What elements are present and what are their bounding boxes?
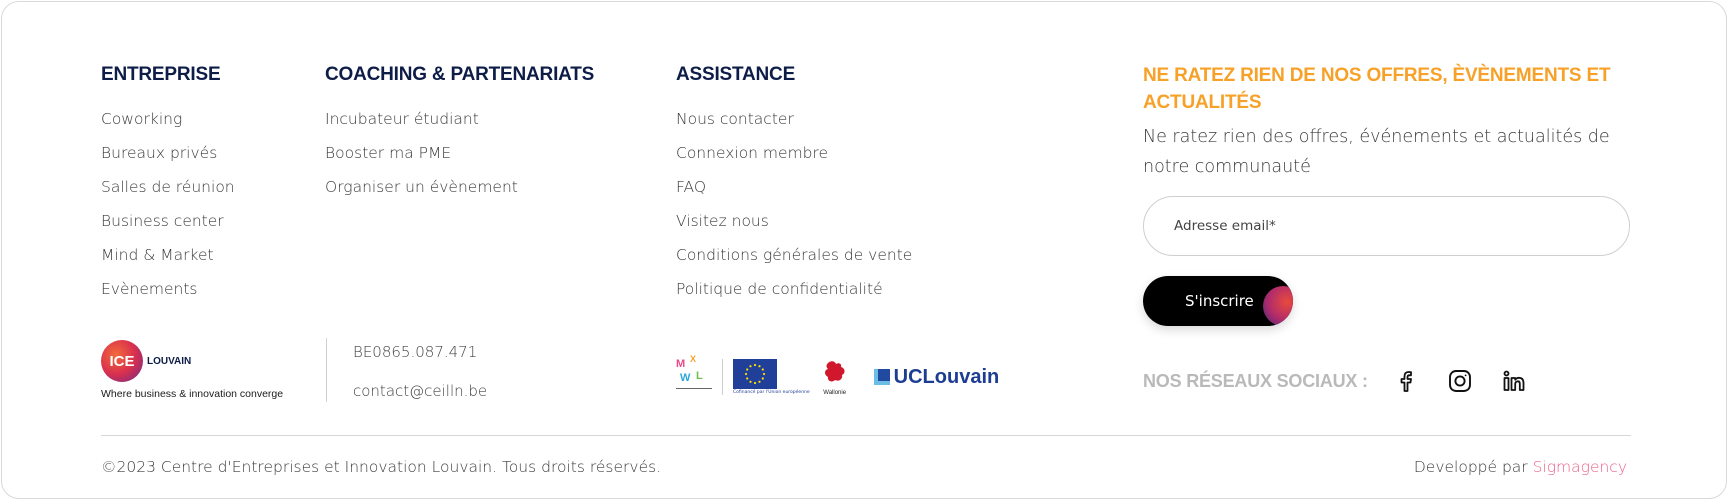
footer-frame (1, 1, 1727, 499)
social-label: NOS RÉSEAUX SOCIAUX : (1143, 370, 1368, 391)
link-list (101, 102, 235, 306)
link-list (325, 102, 594, 204)
facebook-icon[interactable] (1392, 367, 1420, 395)
uclouvain-logo (874, 366, 1000, 389)
developer-credit (1414, 458, 1627, 476)
link-bureaux-prives[interactable]: Bureaux privés (101, 144, 218, 162)
credit-prefix: Developpé par (1413, 458, 1533, 476)
column-title: ASSISTANCE (676, 64, 796, 85)
column-coaching (325, 62, 594, 204)
newsletter-title: NE RATEZ RIEN DE NOS OFFRES, ÈVÈNEMENTS ET ACTUALITÉS (1143, 65, 1611, 113)
link-incubateur-etudiant[interactable]: Incubateur étudiant (325, 110, 479, 128)
link-mind-and-market[interactable]: Mind & Market (101, 246, 214, 264)
link-visitez-nous[interactable]: Visitez nous (676, 212, 769, 230)
link-booster-ma-pme[interactable]: Booster ma PME (325, 144, 452, 162)
eu-logo (733, 359, 810, 395)
eu-caption: Cofinancé par l'Union européenne (733, 390, 810, 395)
company-info (353, 342, 487, 401)
rooster-icon (822, 359, 848, 390)
copyright-text: ©2023 Centre d'Entreprises et Innovation Louvain. Tous droits réservés. (101, 458, 662, 476)
link-organiser-evenement[interactable]: Organiser un évènement (325, 178, 518, 196)
link-cgv[interactable]: Conditions générales de vente (676, 246, 913, 264)
contact-email-link[interactable]: contact@ceilln.be (353, 382, 488, 400)
column-title: COACHING & PARTENARIATS (325, 64, 595, 85)
logo-badge (101, 340, 283, 382)
link-evenements[interactable]: Evènements (101, 280, 198, 298)
newsletter-description: Ne ratez rien des offres, événements et actualités de notre communauté (1143, 127, 1610, 177)
column-assistance (676, 62, 912, 306)
mwx-logo: M X W L (676, 358, 712, 396)
column-entreprise (101, 62, 235, 306)
link-list (676, 102, 912, 306)
subscribe-button[interactable] (1143, 276, 1293, 326)
eu-flag-icon (733, 359, 777, 389)
link-connexion-membre[interactable]: Connexion membre (676, 144, 829, 162)
newsletter-section (1143, 62, 1633, 326)
column-title: ENTREPRISE (101, 64, 221, 85)
partner-logos (676, 354, 1000, 396)
uclouvain-square-icon (874, 369, 890, 385)
logo-separator (722, 359, 723, 395)
link-nous-contacter[interactable]: Nous contacter (676, 110, 794, 128)
logo-name: LOUVAIN (147, 355, 192, 367)
vat-number: BE0865.087.471 (353, 343, 478, 361)
sigmagency-link[interactable]: Sigmagency (1532, 458, 1627, 476)
vertical-divider (326, 338, 327, 402)
link-salles-de-reunion[interactable]: Salles de réunion (101, 178, 235, 196)
instagram-icon[interactable] (1446, 367, 1474, 395)
logo-tagline: Where business & innovation converge (101, 388, 284, 400)
horizontal-divider (101, 435, 1631, 436)
link-politique-confidentialite[interactable]: Politique de confidentialité (676, 280, 883, 298)
uclouvain-text: UCLouvain (893, 365, 1000, 388)
wallonie-caption: Wallonie (823, 389, 847, 396)
ice-louvain-logo[interactable] (101, 340, 283, 400)
email-field[interactable] (1143, 196, 1630, 256)
link-faq[interactable]: FAQ (676, 178, 707, 196)
subscribe-button-label: S'inscrire (1185, 292, 1254, 310)
social-links (1143, 367, 1541, 395)
button-gradient-blob (1263, 286, 1293, 326)
link-business-center[interactable]: Business center (101, 212, 224, 230)
linkedin-icon[interactable] (1500, 367, 1528, 395)
logo-mark: ICE (101, 340, 143, 382)
link-coworking[interactable]: Coworking (101, 110, 183, 128)
wallonie-logo (822, 359, 848, 396)
